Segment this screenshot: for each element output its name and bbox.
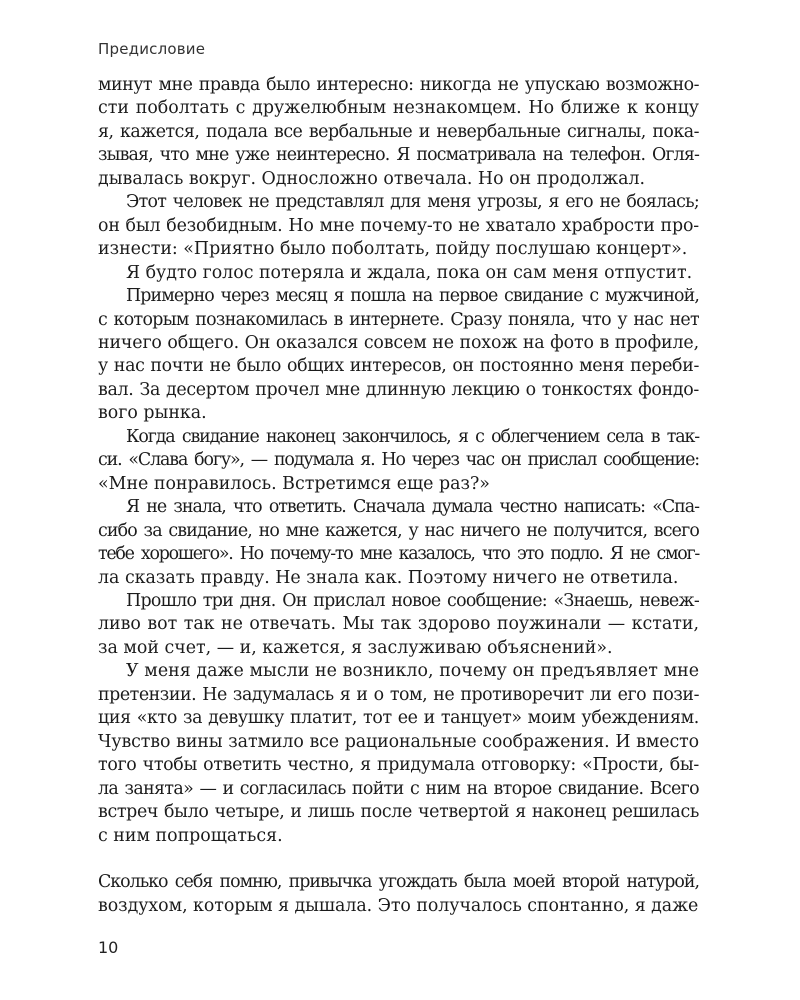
- text-line: с которым познакомилась в интернете. Сразу поняла, что у нас нет: [98, 309, 699, 330]
- text-line: вого рынка.: [98, 403, 207, 424]
- text-line: Этот человек не представлял для меня угрозы, я его не боялась;: [126, 192, 699, 213]
- text-line: Примерно через месяц я пошла на первое свидание с мужчиной,: [126, 286, 699, 307]
- text-line: я, кажется, подала все вербальные и невербальные сигналы, пока-: [98, 121, 699, 142]
- text-line: Я будто голос потеряла и ждала, пока он сам меня отпустит.: [126, 262, 693, 283]
- text-line: сти поболтать с дружелюбным незнакомцем. Но ближе к концу: [98, 98, 699, 119]
- text-line: ция «кто за девушку платит, тот ее и танцует» моим убеждениям.: [98, 708, 699, 729]
- text-line: он был безобидным. Но мне почему-то не хватало храбрости про-: [98, 215, 699, 236]
- text-line: ла сказать правду. Не знала как. Поэтому ничего не ответила.: [98, 567, 679, 588]
- paragraph: [98, 496, 699, 590]
- body-text: [98, 74, 699, 918]
- text-line: тебе хорошего». Но почему-то мне казалось, что это подло. Я не смог-: [98, 544, 699, 565]
- text-line: минут мне правда было интересно: никогда не упускаю возможно-: [98, 75, 699, 95]
- text-line: си. «Слава богу», — подумала я. Но через час он прислал сообщение:: [98, 450, 699, 471]
- paragraph: [98, 191, 699, 261]
- text-line: изнести: «Приятно было поболтать, пойду послушаю концерт».: [98, 239, 688, 260]
- text-line: у нас почти не было общих интересов, он постоянно меня переби-: [98, 356, 699, 377]
- text-line: воздухом, которым я дышала. Это получалось спонтанно, я даже: [98, 895, 699, 916]
- text-line: вал. За десертом прочел мне длинную лекцию о тонкостях фондо-: [98, 379, 699, 400]
- paragraph: [98, 74, 699, 191]
- text-line: за мой счет, — и, кажется, я заслуживаю объяснений».: [98, 637, 613, 658]
- text-line: Прошло три дня. Он прислал новое сообщение: «Знаешь, невеж-: [126, 590, 699, 611]
- text-line: Я не знала, что ответить. Сначала думала честно написать: «Спа-: [126, 497, 699, 518]
- text-line: претензии. Не задумалась я и о том, не противоречит ли его пози-: [98, 684, 699, 705]
- paragraph: [98, 871, 699, 918]
- text-line: ливо вот так не отвечать. Мы так здорово поужинали — кстати,: [98, 614, 699, 635]
- text-line: зывая, что мне уже неинтересно. Я посматривала на телефон. Огля-: [98, 145, 699, 166]
- text-line: ла занята» — и согласилась пойти с ним на второе свидание. Всего: [98, 778, 699, 799]
- paragraph: [98, 426, 699, 496]
- text-line: дывалась вокруг. Односложно отвечала. Но он продолжал.: [98, 168, 646, 189]
- text-line: Когда свидание наконец закончилось, я с облегчением села в так-: [126, 426, 699, 447]
- paragraph: [98, 285, 699, 426]
- text-line: встреч было четыре, и лишь после четвертой я наконец решилась: [98, 802, 699, 823]
- text-line: Чувство вины затмило все рациональные соображения. И вместо: [98, 731, 699, 752]
- text-line: У меня даже мысли не возникло, почему он предъявляет мне: [126, 661, 699, 682]
- text-line: того чтобы ответить честно, я придумала отговорку: «Прости, бы-: [98, 755, 699, 776]
- text-line: с ним попрощаться.: [98, 825, 283, 846]
- paragraph: [98, 590, 699, 660]
- page-number: 10: [98, 938, 119, 957]
- text-line: «Мне понравилось. Встретимся еще раз?»: [98, 473, 490, 494]
- text-line: Сколько себя помню, привычка угождать была моей второй натурой,: [98, 872, 699, 893]
- text-line: ничего общего. Он оказался совсем не похож на фото в профиле,: [98, 332, 699, 353]
- running-head: Предисловие: [98, 40, 206, 58]
- section-break: [98, 848, 699, 871]
- paragraph: [98, 262, 699, 285]
- text-line: сибо за свидание, но мне кажется, у нас ничего не получится, всего: [98, 520, 699, 541]
- paragraph: [98, 660, 699, 848]
